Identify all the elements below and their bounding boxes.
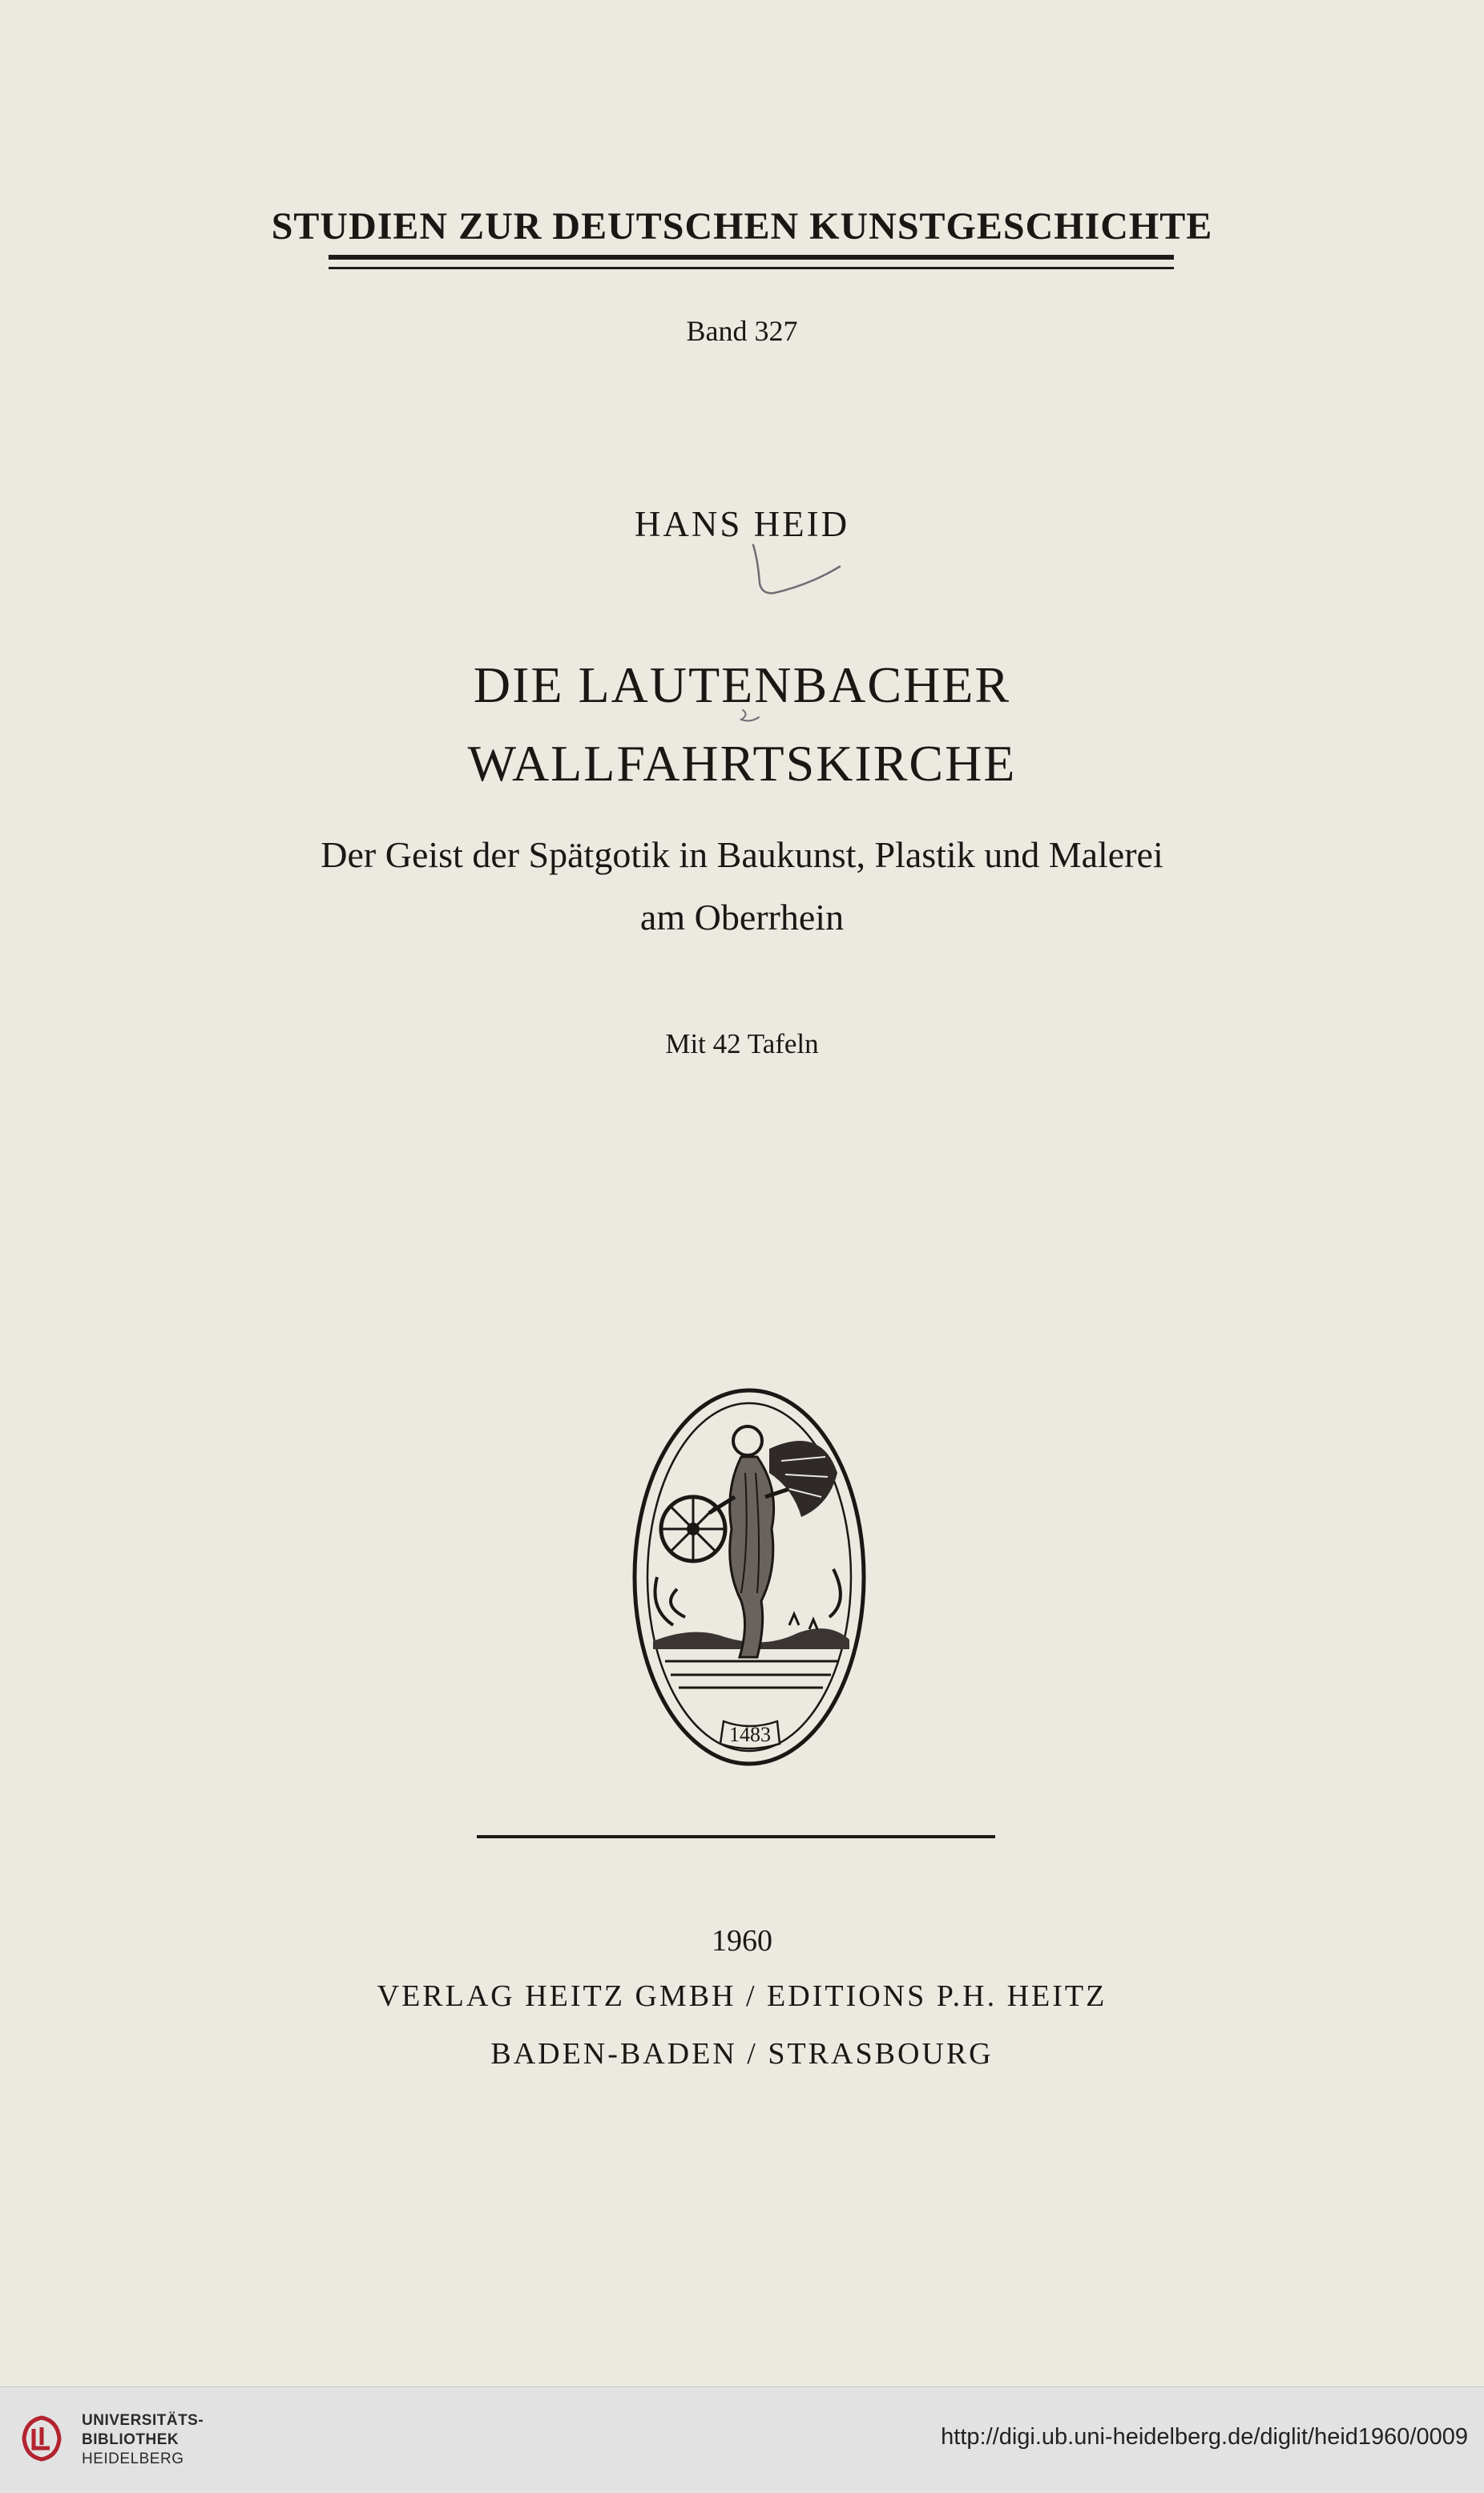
library-name[interactable]: UNIVERSITÄTS- BIBLIOTHEK HEIDELBERG <box>82 2412 204 2467</box>
subtitle-line-1: Der Geist der Spätgotik in Baukunst, Plastik und Malerei <box>321 834 1163 875</box>
emblem-year: 1483 <box>729 1723 771 1746</box>
publisher-line-1: VERLAG HEITZ GMBH / EDITIONS P.H. HEITZ <box>377 1979 1107 2013</box>
permalink-url[interactable]: http://digi.ub.uni-heidelberg.de/diglit/heid1960/0009 <box>941 2424 1468 2450</box>
publisher-emblem <box>629 1385 869 1769</box>
library-logo-icon[interactable] <box>16 2413 67 2464</box>
publication-year: 1960 <box>712 1924 772 1958</box>
plates-count: Mit 42 Tafeln <box>665 1028 819 1059</box>
publisher-line-2: BADEN-BADEN / STRASBOURG <box>490 2037 994 2071</box>
series-title: STUDIEN ZUR DEUTSCHEN KUNSTGESCHICHTE <box>271 205 1213 248</box>
subtitle-line-2: am Oberrhein <box>639 897 845 938</box>
title-line-1: DIE LAUTENBACHER <box>473 656 1011 713</box>
volume-number: Band 327 <box>686 315 798 347</box>
title-line-2: WALLFAHRTSKIRCHE <box>467 735 1017 792</box>
author-name: HANS HEID <box>634 504 850 544</box>
viewer-footer <box>0 2386 1484 2493</box>
footer-rule <box>477 1835 995 1838</box>
